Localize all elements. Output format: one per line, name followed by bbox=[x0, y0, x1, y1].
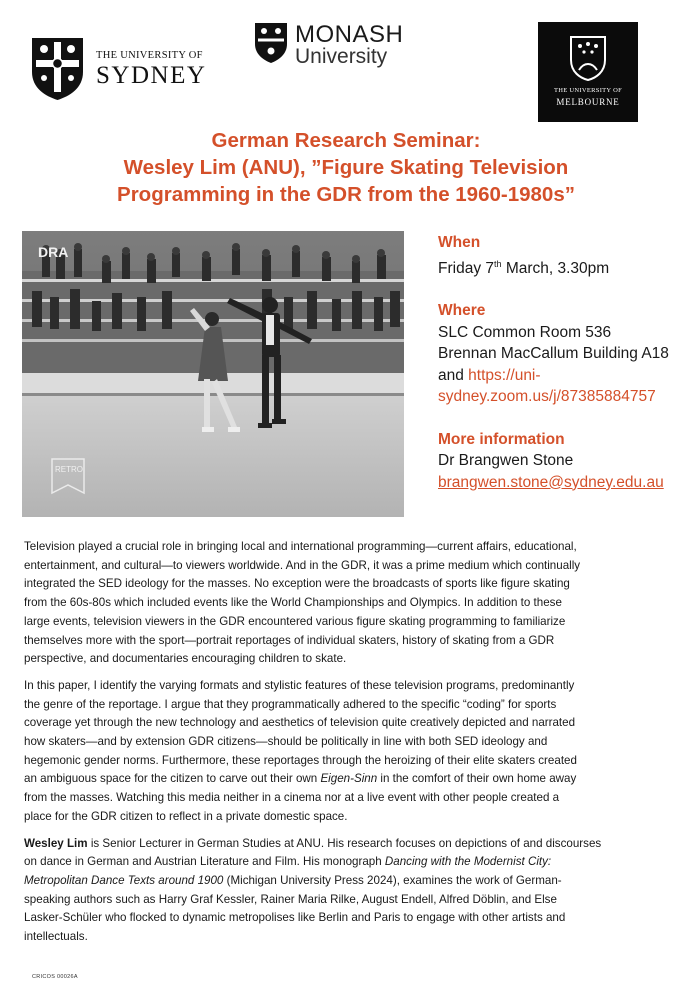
speaker-bio bbox=[24, 835, 674, 947]
when-date: Friday 7 bbox=[438, 259, 494, 277]
p1-line: large events, television viewers in the GDR encountered various figure skating programming to familiarize bbox=[24, 614, 566, 628]
where-room: SLC Common Room 536 bbox=[438, 323, 612, 341]
bio-text: on dance in German and Austrian Literature and Film. His monograph bbox=[24, 855, 385, 869]
abstract-paragraph-1 bbox=[24, 538, 674, 669]
melbourne-logo-line2: MELBOURNE bbox=[556, 97, 620, 107]
zoom-link[interactable]: https://uni- bbox=[468, 366, 541, 384]
title-line-2: Wesley Lim (ANU), ”Figure Skating Television bbox=[123, 156, 569, 179]
book-title: Dancing with the Modernist City: bbox=[384, 855, 552, 869]
p1-line: integrated the SED ideology for the masses. No exception were the broadcasts of sports like figure skating bbox=[24, 577, 570, 591]
p1-line: entertainment, and cultural—to viewers worldwide. And in the GDR, it was a prime medium which continually bbox=[24, 558, 581, 572]
bio-line bbox=[24, 872, 674, 891]
p2-text: an ambiguous space for the citizen to carve out their own bbox=[24, 772, 321, 786]
monash-crest-icon bbox=[254, 22, 288, 64]
p2-line: from the masses. Watching this media neither in a cinema nor at a live event with other people created a bbox=[24, 791, 560, 805]
bio-line: speaking authors such as Harry Graf Kessler, Rainer Maria Rilke, August Endell, Alfred Döblin, and Else bbox=[24, 892, 557, 906]
contact-name: Dr Brangwen Stone bbox=[438, 452, 574, 470]
when-text bbox=[438, 254, 688, 280]
when-heading: When bbox=[438, 234, 481, 251]
bio-line bbox=[24, 853, 674, 872]
p2-text: in the comfort of their own home away bbox=[377, 772, 577, 786]
melbourne-crest-icon bbox=[568, 34, 608, 82]
where-heading: Where bbox=[438, 302, 486, 320]
eigen-sinn-term: Eigen-Sinn bbox=[320, 772, 378, 786]
bio-text: (Michigan University Press 2024), examines the work of German- bbox=[223, 873, 562, 887]
p1-line: from the 60s-80s which included events like the World Championships and Olympics. In addition to these bbox=[24, 596, 562, 610]
sydney-logo-line2: SYDNEY bbox=[96, 62, 207, 89]
melbourne-logo bbox=[538, 22, 638, 122]
sydney-crest-icon bbox=[30, 36, 85, 102]
contact-email-link[interactable]: brangwen.stone@sydney.edu.au bbox=[438, 473, 664, 491]
cricos-code: CRICOS 00026A bbox=[32, 974, 78, 980]
photo-channel-label: DRA bbox=[38, 244, 69, 260]
bio-text: is Senior Lecturer in German Studies at ANU. His research focuses on depictions of and discourses bbox=[87, 836, 602, 850]
sydney-logo bbox=[30, 36, 205, 102]
more-info-heading: More information bbox=[438, 430, 565, 448]
p2-line: coverage yet through the new technology and aesthetics of television quite creatively depicted and narrated bbox=[24, 716, 576, 730]
p2-line: place for the GDR citizen to reflect in a private domestic space. bbox=[24, 809, 348, 823]
p1-line: themselves more with the sport—portrait reportages of individual skaters, history of skating from a GDR bbox=[24, 633, 555, 647]
event-info bbox=[438, 232, 688, 493]
title-line-3: Programming in the GDR from the 1960-1980s” bbox=[117, 183, 575, 206]
zoom-link-continued[interactable]: sydney.zoom.us/j/87385884757 bbox=[438, 388, 656, 406]
when-time: March, 3.30pm bbox=[501, 259, 610, 277]
bio-line: intellectuals. bbox=[24, 930, 88, 944]
p1-line: perspective, and documentaries encouraging children to skate. bbox=[24, 652, 347, 666]
monash-logo-line2: University bbox=[295, 45, 388, 68]
where-building: Brennan MacCallum Building A18 bbox=[438, 345, 669, 363]
p2-line: hegemonic gender norms. Furthermore, these reportages through the heroizing of their elite skaters created bbox=[24, 753, 577, 767]
zoom-line-1 bbox=[438, 365, 688, 387]
bio-line bbox=[24, 835, 674, 854]
seminar-title bbox=[40, 127, 652, 208]
speaker-name: Wesley Lim bbox=[24, 836, 88, 850]
p2-line: In this paper, I identify the varying formats and stylistic features of these television programs, predominantly bbox=[24, 678, 575, 692]
title-line-1: German Research Seminar: bbox=[211, 129, 481, 152]
monash-logo bbox=[254, 22, 414, 72]
p1-line: Television played a crucial role in bringing local and international programming—current affairs, educational, bbox=[24, 540, 577, 553]
when-date-suffix: th bbox=[494, 258, 502, 269]
seminar-abstract bbox=[24, 538, 674, 955]
abstract-paragraph-2 bbox=[24, 677, 674, 827]
figure-skating-photo bbox=[22, 231, 404, 517]
bio-line: Lasker-Schüler who flocked to dynamic metropolises like Berlin and Paris to engage with other artists and bbox=[24, 911, 566, 925]
book-title: Metropolitan Dance Texts around 1900 bbox=[24, 873, 224, 887]
p2-line bbox=[24, 770, 674, 789]
photo-retro-label: RETRO bbox=[55, 465, 83, 474]
p2-line: how skaters—and by extension GDR citizens—should be politically in line with both SED ideology and bbox=[24, 735, 548, 749]
monash-logo-line1: MONASH bbox=[295, 21, 404, 48]
p2-line: the genre of the reportage. I argue that they programmatically adhered to the specific “coding” for sports bbox=[24, 697, 557, 711]
melbourne-logo-line1: THE UNIVERSITY OF bbox=[553, 87, 623, 94]
where-and: and bbox=[438, 366, 469, 384]
sydney-logo-line1: THE UNIVERSITY OF bbox=[96, 50, 203, 61]
